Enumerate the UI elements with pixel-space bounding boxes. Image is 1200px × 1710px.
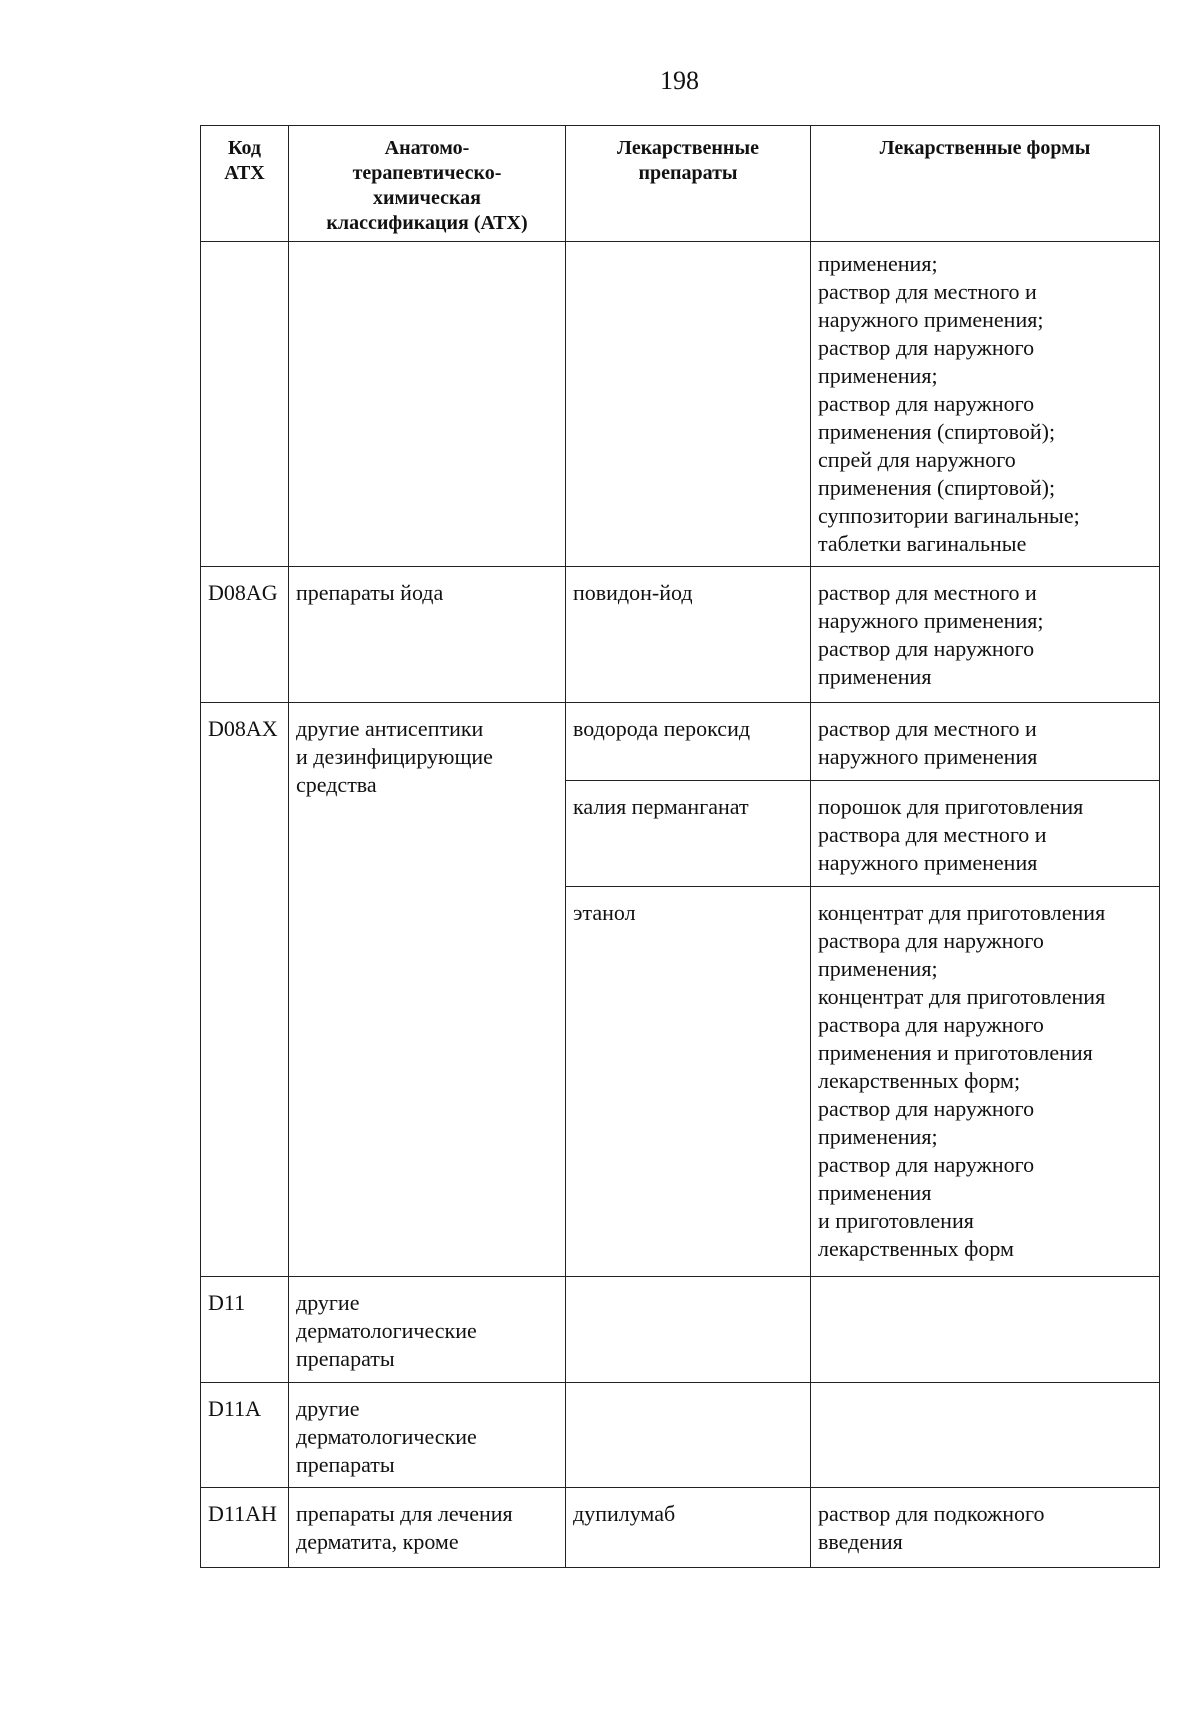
cell-classification: другие дерматологические препараты [289, 1383, 566, 1488]
cell-drug: повидон-йод [566, 567, 811, 703]
table-row [201, 1488, 1160, 1568]
cell-code: D11A [201, 1383, 289, 1488]
cell-drug: дупилумаб [566, 1488, 811, 1568]
cell-forms [811, 1277, 1160, 1383]
cell-drug: калия перманганат [566, 781, 811, 887]
cell-code: D08AX [201, 703, 289, 1277]
cell-classification: другие дерматологические препараты [289, 1277, 566, 1383]
cell-drug: этанол [566, 887, 811, 1277]
cell-code: D08AG [201, 567, 289, 703]
table-row [201, 1277, 1160, 1383]
cell-forms: раствор для местного и наружного применения [811, 703, 1160, 781]
table-row [201, 703, 1160, 781]
cell-classification: другие антисептики и дезинфицирующие средства [289, 703, 566, 1277]
cell-code [201, 242, 289, 567]
header-drugs: Лекарственные препараты [566, 126, 811, 242]
cell-classification: препараты йода [289, 567, 566, 703]
cell-forms: раствор для местного и наружного применения; раствор для наружного применения [811, 567, 1160, 703]
cell-forms: применения; раствор для местного и наружного применения; раствор для наружного применения; раствор для наружного применения (спиртовой); спрей для наружного применения (спиртовой); суппозитории вагинальные; таблетки вагинальные [811, 242, 1160, 567]
atx-table [200, 125, 1160, 1568]
cell-forms: порошок для приготовления раствора для местного и наружного применения [811, 781, 1160, 887]
table-row [201, 242, 1160, 567]
table-header-row [201, 126, 1160, 242]
cell-drug [566, 1383, 811, 1488]
header-forms: Лекарственные формы [811, 126, 1160, 242]
cell-code: D11AH [201, 1488, 289, 1568]
cell-forms: раствор для подкожного введения [811, 1488, 1160, 1568]
cell-code: D11 [201, 1277, 289, 1383]
cell-drug [566, 1277, 811, 1383]
cell-classification: препараты для лечения дерматита, кроме [289, 1488, 566, 1568]
table-row [201, 567, 1160, 703]
header-classification: Анатомо- терапевтическо- химическая классификация (АТХ) [289, 126, 566, 242]
header-code: Код АТХ [201, 126, 289, 242]
cell-forms: концентрат для приготовления раствора для наружного применения; концентрат для приготовления раствора для наружного применения и приготовления лекарственных форм; раствор для наружного применения; раствор для наружного применения и приготовления лекарственных форм [811, 887, 1160, 1277]
page-number: 198 [660, 66, 699, 95]
cell-forms [811, 1383, 1160, 1488]
cell-drug [566, 242, 811, 567]
cell-drug: водорода пероксид [566, 703, 811, 781]
cell-classification [289, 242, 566, 567]
table-row [201, 1383, 1160, 1488]
